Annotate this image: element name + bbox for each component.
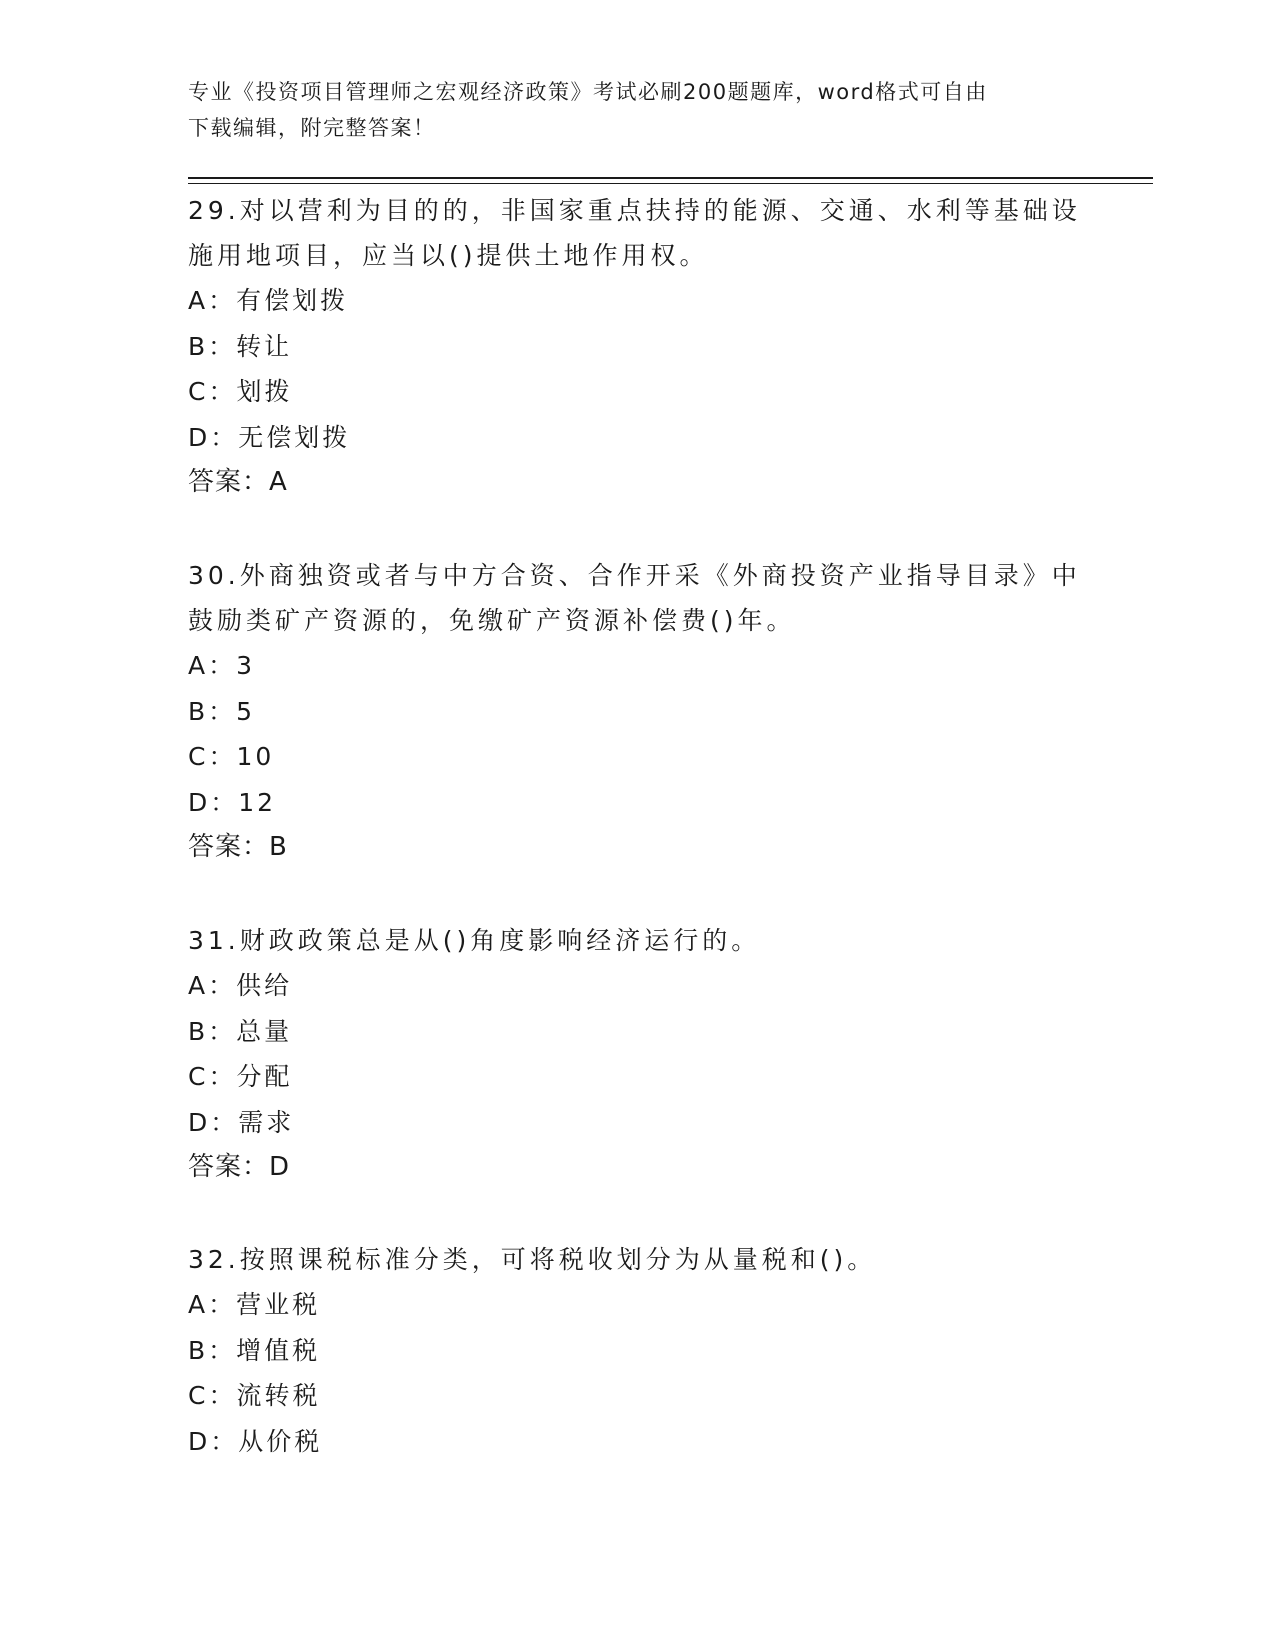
header-line-1: 专业《投资项目管理师之宏观经济政策》考试必刷200题题库，word格式可自由	[188, 80, 988, 104]
header-divider-thick	[188, 177, 1153, 179]
option-c: C：流转税	[188, 1381, 321, 1410]
option-a: A：3	[188, 651, 256, 680]
option-a: A：有偿划拨	[188, 286, 349, 315]
option-a: A：营业税	[188, 1290, 321, 1319]
option-b: B：转让	[188, 331, 293, 361]
header-line-2: 下载编辑，附完整答案！	[188, 116, 436, 140]
question-31	[188, 918, 1088, 1190]
document-header	[188, 74, 1088, 146]
question-30	[188, 553, 1088, 870]
option-c: C：划拨	[188, 377, 293, 406]
question-stem-line: 鼓励类矿产资源的，免缴矿产资源补偿费()年。	[188, 606, 796, 635]
question-stem-line: 31.财政政策总是从()角度影响经济运行的。	[188, 926, 761, 955]
option-d: D：12	[188, 787, 277, 817]
option-c: C：10	[188, 742, 275, 771]
question-32	[188, 1237, 1088, 1464]
option-c: C：分配	[188, 1062, 293, 1091]
option-d: D：需求	[188, 1107, 295, 1137]
option-b: B：5	[188, 696, 256, 726]
answer-line: 答案：B	[188, 832, 288, 862]
question-stem-line: 施用地项目，应当以()提供土地作用权。	[188, 241, 709, 270]
option-b: B：总量	[188, 1016, 293, 1046]
answer-line: 答案：D	[188, 1152, 291, 1182]
answer-line: 答案：A	[188, 467, 288, 497]
question-29	[188, 188, 1088, 505]
question-stem-line: 29.对以营利为目的的，非国家重点扶持的能源、交通、水利等基础设	[188, 196, 1081, 225]
header-divider-thin	[188, 183, 1153, 184]
option-d: D：无偿划拨	[188, 422, 351, 452]
question-stem-line: 32.按照课税标准分类，可将税收划分为从量税和()。	[188, 1245, 877, 1274]
option-d: D：从价税	[188, 1426, 323, 1456]
option-a: A：供给	[188, 971, 293, 1000]
option-b: B：增值税	[188, 1335, 321, 1365]
question-stem-line: 30.外商独资或者与中方合资、合作开采《外商投资产业指导目录》中	[188, 561, 1081, 590]
